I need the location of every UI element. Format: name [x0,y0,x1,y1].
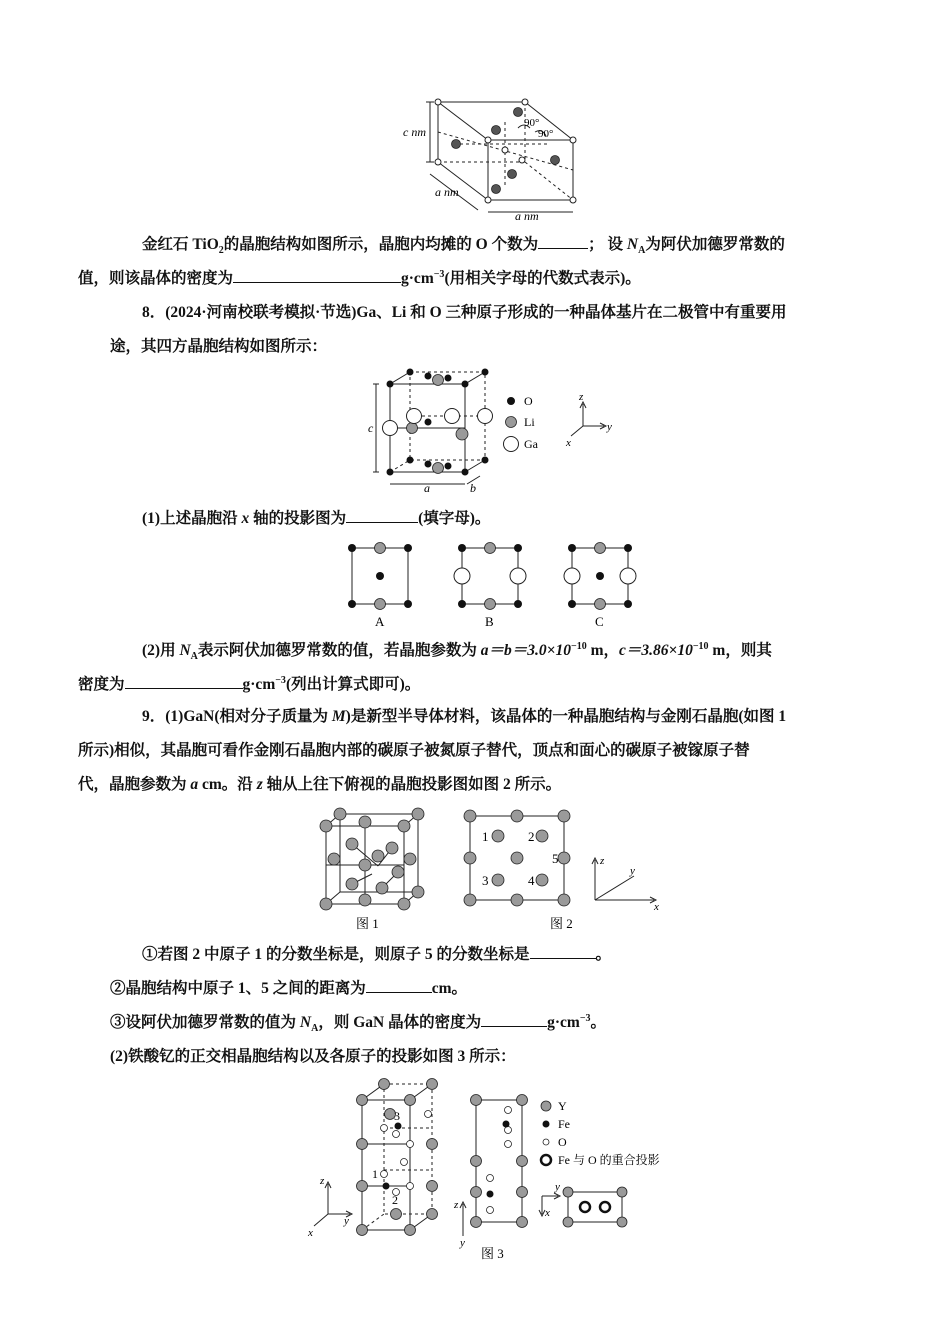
question-9-stem: 9．(1)GaN(相对分子质量为 M)是新型半导体材料，该晶体的一种晶胞结构与金刚石晶胞(如图 1 所示)相似，其晶胞可看作金刚石晶胞内部的碳原子被氮原子替代，顶点和面心的碳原子被镓原子替 代，晶胞参数为 a cm。沿 z 轴从上往下俯视的晶胞投影图如图 2 所示。 [78,708,787,793]
legend-li-marker [506,417,517,428]
option-c-label: C [595,614,604,629]
atom-number-4: 4 [528,873,535,888]
option-a-figure [348,543,412,630]
question-8-stem: 8．(2024·河南校联考模拟·节选)Ga、Li 和 O 三种原子形成的一种晶体基片在二极管中有重要用 途，其四方晶胞结构如图所示： [110,304,787,355]
answer-blank-o-count[interactable] [538,231,588,249]
legend-o: O [524,394,533,408]
fig3-top-axis-x: x [545,1207,550,1219]
legend-ga-marker [504,437,519,452]
tio2-cell-drawing [400,92,585,222]
answer-blank-coordinate[interactable] [530,941,596,959]
fig3-legend-fe: Fe [558,1117,570,1131]
atom-number-1: 1 [482,829,489,844]
answer-blank-projection[interactable] [346,505,418,523]
figure-projection-options [340,538,640,632]
label-c: c [368,421,374,435]
answer-blank-density-q8[interactable] [125,671,243,689]
question-9-subparts: ①若图 2 中原子 1 的分数坐标是，则原子 5 的分数坐标是 。 ②晶胞结构中原子 1、5 之间的距离为 cm。 ③设阿伏加德罗常数的值为 $N_A$，则 GaN 晶体的密度为 $g\cdot cm^{-3}$。 (2)铁酸钇的正交相晶胞结构以及各原子的投影如图 3 所示： [110,938,842,1074]
axis-x: x [566,437,571,449]
legend-ga: Ga [524,437,538,451]
axis-z: z [579,391,584,403]
option-b-figure [454,543,526,630]
label-a-nm-bottom: a nm [515,209,539,222]
q8-cell-drawing [368,364,628,496]
fig3-atom-1: 1 [372,1167,378,1181]
figure-q9-diamond [312,804,672,934]
angle-label-1: 90° [524,117,540,129]
figure-3-yfeo3 [300,1074,700,1264]
figure-tio2-cell [400,92,585,222]
legend-li: Li [524,415,535,429]
atom-number-5: 5 [552,851,559,866]
label-a-nm-side: a nm [435,185,459,199]
angle-label-2: 90° [538,128,554,140]
label-a: a [424,481,430,495]
fig3-axis-x: x [308,1227,313,1239]
caption-fig2: 图 2 [550,916,573,931]
axis-y: y [607,421,612,433]
caption-fig1: 图 1 [356,916,379,931]
fig3-drawing [300,1074,700,1264]
option-b-label: B [485,614,494,629]
option-a-label: A [375,614,385,629]
fig3-legend-y: Y [558,1099,567,1113]
fig3-axis-y: y [344,1215,349,1227]
fig3-legend-o: O [558,1135,567,1149]
axis-y-fig2: y [630,865,635,877]
answer-blank-density-tio2[interactable] [233,265,401,283]
fig3-atom-3: 3 [394,1109,400,1123]
axis-z-fig2: z [600,855,605,867]
legend-o-marker [507,397,515,405]
fig3-atom-2: 2 [392,1193,398,1207]
tio2-question: 金红石 TiO$_2$的晶胞结构如图所示，晶胞内均摊的 O 个数为 ； 设 $N_A$为阿伏加德罗常数的 值，则该晶体的密度为 $g\cdot cm^{-3}$(用相关字母的代数式表示)。 [110,228,842,296]
fig3-legend-overlap: Fe 与 O 的重合投影 [558,1153,660,1167]
answer-blank-distance[interactable] [366,975,432,993]
fig3-top-axis-y: y [555,1181,560,1193]
fig3-proj-axis-y: y [460,1237,465,1249]
question-8-2: (2)用 $N_A$表示阿伏加德罗常数的值，若晶胞参数为 $a=b=3.0\times 10^{-10}$ m，$c=3.86\times 10^{-10}$ m，则其 密度为 $g\cdot cm^{-3}$(列出计算式即可)。 [78,640,772,693]
axis-x-fig2: x [654,901,659,913]
option-c-figure [564,543,636,630]
label-c-nm: c nm [403,125,426,139]
question-8-1: (1)上述晶胞沿 x 轴的投影图为 (填字母)。 [110,502,842,536]
atom-number-2: 2 [528,829,535,844]
projection-options-drawing [340,538,640,632]
q9-figures-drawing [312,804,672,934]
caption-fig3: 图 3 [481,1246,504,1261]
fig3-axis-z: z [320,1175,325,1187]
fig3-proj-axis-z: z [454,1199,459,1211]
figure-q8-tetragonal-cell [368,364,628,496]
atom-number-3: 3 [482,873,489,888]
label-b: b [470,481,476,495]
answer-blank-density-gan[interactable] [481,1009,547,1027]
